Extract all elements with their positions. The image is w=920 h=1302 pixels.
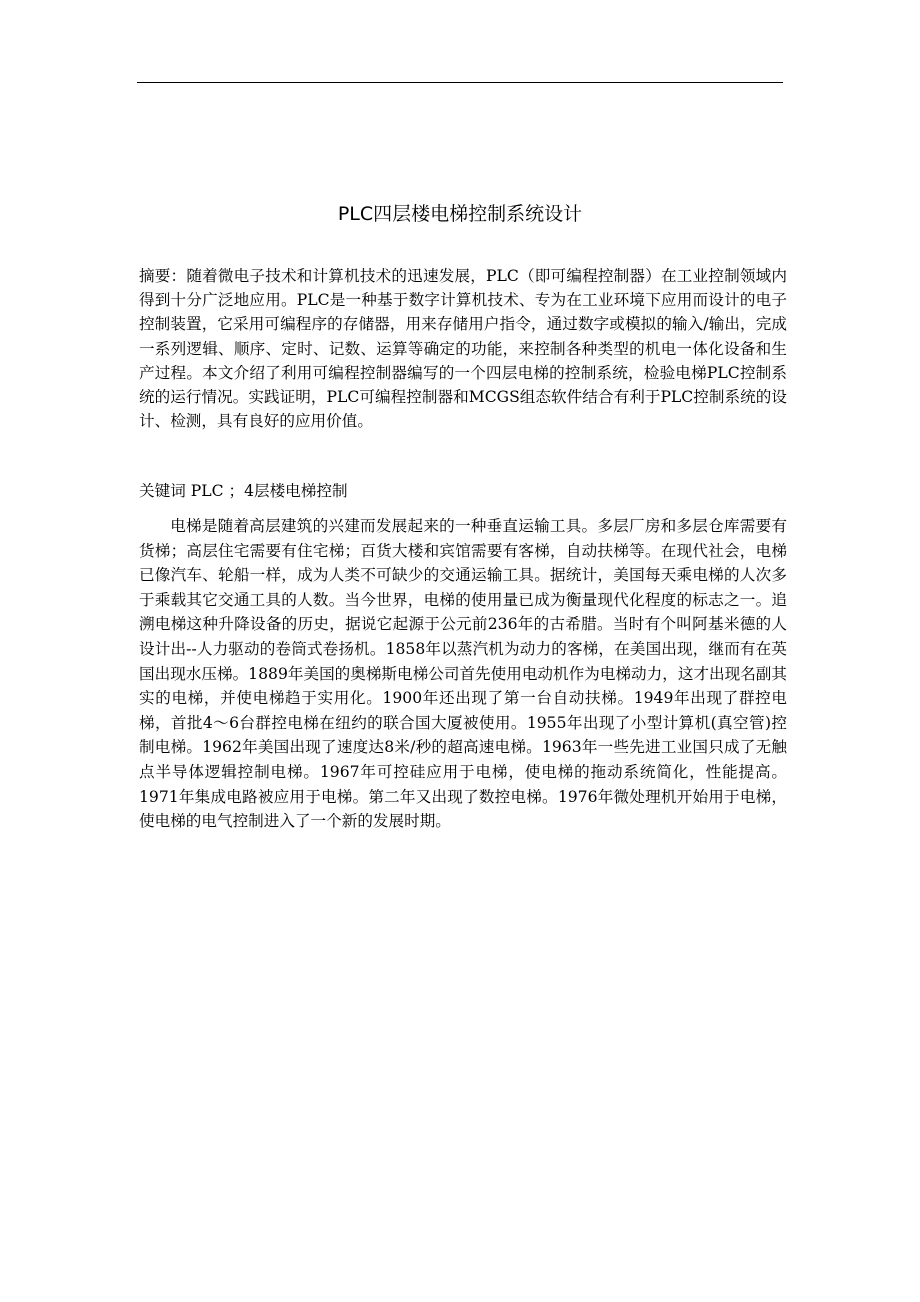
keywords-line: 关键词 PLC ；4层楼电梯控制: [139, 482, 348, 500]
document-title: PLC四层楼电梯控制系统设计: [337, 203, 583, 225]
header-rule: [137, 82, 783, 83]
abstract-paragraph: 摘要：随着微电子技术和计算机技术的迅速发展，PLC（即可编程控制器）在工业控制领域内得到十分广泛地应用。PLC是一种基于数字计算机技术、专为在工业环境下应用而设计的电子控制装置，它采用可编程序的存储器，用来存储用户指令，通过数字或模拟的输入/输出，完成一系列逻辑、顺序、定时、记数、运算等确定的功能，来控制各种类型的机电一体化设备和生产过程。本文介绍了利用可编程控制器编写的一个四层电梯的控制系统，检验电梯PLC控制系统的运行情况。实践证明，PLC可编程控制器和MCGS组态软件结合有利于PLC控制系统的设计、检测，具有良好的应用价值。: [139, 267, 787, 431]
body-paragraph: 电梯是随着高层建筑的兴建而发展起来的一种垂直运输工具。多层厂房和多层仓库需要有货梯；高层住宅需要有住宅梯；百货大楼和宾馆需要有客梯，自动扶梯等。在现代社会，电梯已像汽车、轮船一样，成为人类不可缺少的交通运输工具。据统计，美国每天乘电梯的人次多于乘载其它交通工具的人数。当今世界，电梯的使用量已成为衡量现代化程度的标志之一。追溯电梯这种升降设备的历史，据说它起源于公元前236年的古希腊。当时有个叫阿基米德的人设计出--人力驱动的卷筒式卷扬机。1858年以蒸汽机为动力的客梯，在美国出现，继而有在英国出现水压梯。1889年美国的奥梯斯电梯公司首先使用电动机作为电梯动力，这才出现名副其实的电梯，并使电梯趋于实用化。1900年还出现了第一台自动扶梯。1949年出现了群控电梯，首批4～6台群控电梯在纽约的联合国大厦被使用。1955年出现了小型计算机(真空管)控制电梯。1962年美国出现了速度达8米/秒的超高速电梯。1963年一些先进工业国只成了无触点半导体逻辑控制电梯。1967年可控硅应用于电梯，使电梯的拖动系统简化，性能提高。1971年集成电路被应用于电梯。第二年又出现了数控电梯。1976年微处理机开始用于电梯，使电梯的电气控制进入了一个新的发展时期。: [139, 517, 787, 831]
